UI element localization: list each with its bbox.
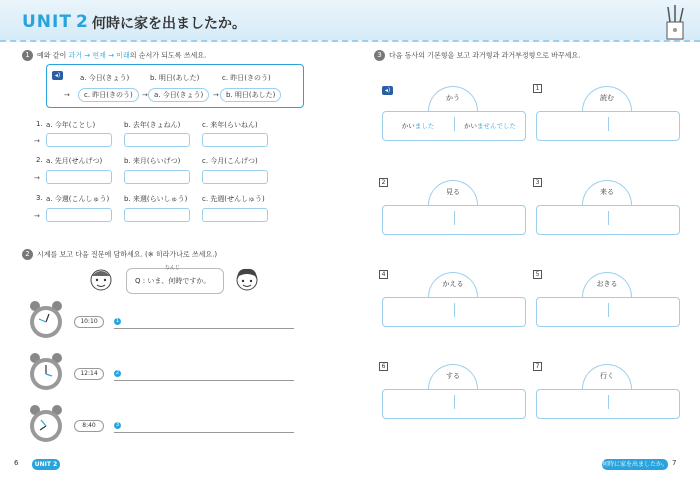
card-number: 5 xyxy=(533,270,542,279)
alarm-clock-icon xyxy=(26,404,66,444)
question-item: b. 来週(らいしゅう) xyxy=(124,195,188,203)
answer-box[interactable] xyxy=(46,133,112,147)
arrow: → xyxy=(34,174,40,182)
unit-title: 何時に家を出ましたか。 xyxy=(92,16,246,32)
verb-word: する xyxy=(446,372,460,380)
example-answer: a. 今日(きょう) xyxy=(148,88,209,102)
time-display: 10:10 xyxy=(74,316,104,328)
question-item: b. 去年(きょねん) xyxy=(124,121,181,129)
question-item: a. 今年(ことし) xyxy=(46,121,96,129)
footer-unit-badge: UNIT 2 xyxy=(32,459,60,470)
arrow: → xyxy=(142,91,148,99)
card-number: 3 xyxy=(533,178,542,187)
section-number: 2 xyxy=(22,249,33,260)
arrow: → xyxy=(34,212,40,220)
verb-word: 来る xyxy=(600,188,614,196)
verb-card xyxy=(536,180,680,238)
question-item: c. 先週(せんしゅう) xyxy=(202,195,265,203)
question-item: c. 来年(らいねん) xyxy=(202,121,258,129)
arrow: → xyxy=(64,91,70,99)
page-number-right: 7 xyxy=(672,459,677,467)
girl-face-icon xyxy=(234,266,260,292)
footer-title-badge: 何時に家を出ましたか。 xyxy=(602,461,669,468)
pencil-cup-icon xyxy=(664,4,686,40)
example-item: c. 昨日(きのう) xyxy=(222,74,271,82)
question-item: a. 今週(こんしゅう) xyxy=(46,195,110,203)
verb-word: かう xyxy=(446,94,460,102)
page-number-left: 6 xyxy=(14,459,19,467)
audio-icon[interactable]: ◂) xyxy=(52,71,63,80)
unit-label: UNIT xyxy=(22,12,72,32)
question-item: c. 今月(こんげつ) xyxy=(202,157,258,165)
answer-line[interactable] xyxy=(114,380,294,381)
verb-card xyxy=(536,86,680,144)
unit-number: 2 xyxy=(75,12,89,32)
card-number: 7 xyxy=(533,362,542,371)
example-item: a. 今日(きょう) xyxy=(80,74,130,82)
section3-instruction: 3 다음 동사의 기본형을 보고 과거형과 과거부정형으로 바꾸세요. xyxy=(374,50,580,61)
unit-badge xyxy=(22,12,89,32)
verb-word: おきる xyxy=(596,280,618,288)
question-item: b. 来月(らいげつ) xyxy=(124,157,181,165)
card-number: 4 xyxy=(379,270,388,279)
alarm-clock-icon xyxy=(26,300,66,340)
unit-header xyxy=(0,0,700,42)
verb-card xyxy=(382,180,526,238)
verb-word: 見る xyxy=(446,188,460,196)
verb-card xyxy=(382,364,526,422)
section-number: 3 xyxy=(374,50,385,61)
example-item: b. 明日(あした) xyxy=(150,74,200,82)
example-answer: c. 昨日(きのう) xyxy=(78,88,139,102)
time-display: 12:14 xyxy=(74,368,104,380)
arrow: → xyxy=(34,137,40,145)
question-dot: 1 xyxy=(115,318,120,324)
section1-instruction: 1 예와 같이 과거 → 현재 → 미래의 순서가 되도록 쓰세요. xyxy=(22,50,206,61)
answer-box[interactable] xyxy=(202,170,268,184)
verb-card xyxy=(536,272,680,330)
question-number: 2. xyxy=(36,156,43,164)
alarm-clock-icon xyxy=(26,352,66,392)
card-number: 2 xyxy=(379,178,388,187)
verb-card xyxy=(536,364,680,422)
question-number: 1. xyxy=(36,120,43,128)
answer-box[interactable] xyxy=(124,170,190,184)
past-form: かいました xyxy=(401,122,435,130)
answer-box[interactable] xyxy=(46,170,112,184)
speech-ruby: なんじ xyxy=(165,265,181,271)
arrow: → xyxy=(213,91,219,99)
verb-card-example xyxy=(382,86,526,144)
answer-box[interactable] xyxy=(202,208,268,222)
audio-icon[interactable]: ◂) xyxy=(382,86,393,95)
verb-word: 行く xyxy=(600,372,614,380)
verb-word: かえる xyxy=(442,280,464,288)
question-number: 3. xyxy=(36,194,43,202)
answer-box[interactable] xyxy=(124,133,190,147)
question-dot: 2 xyxy=(115,370,120,376)
question-dot: 3 xyxy=(115,422,120,428)
question-item: a. 先月(せんげつ) xyxy=(46,157,103,165)
section2-instruction: 2 시계를 보고 다음 질문에 답하세요. (※ 히라가나로 쓰세요.) xyxy=(22,249,217,260)
answer-line[interactable] xyxy=(114,328,294,329)
answer-line[interactable] xyxy=(114,432,294,433)
card-number: 6 xyxy=(379,362,388,371)
time-display: 8:40 xyxy=(74,420,104,432)
answer-box[interactable] xyxy=(202,133,268,147)
past-negative-form: かいませんでした xyxy=(464,122,516,130)
boy-face-icon xyxy=(88,266,114,292)
example-answer: b. 明日(あした) xyxy=(220,88,281,102)
speech-bubble xyxy=(126,268,224,294)
card-number: 1 xyxy=(533,84,542,93)
answer-box[interactable] xyxy=(124,208,190,222)
speech-text: Q : いま、何時ですか。 xyxy=(135,277,211,285)
section-number: 1 xyxy=(22,50,33,61)
verb-word: 読む xyxy=(600,94,614,102)
answer-box[interactable] xyxy=(46,208,112,222)
verb-card xyxy=(382,272,526,330)
